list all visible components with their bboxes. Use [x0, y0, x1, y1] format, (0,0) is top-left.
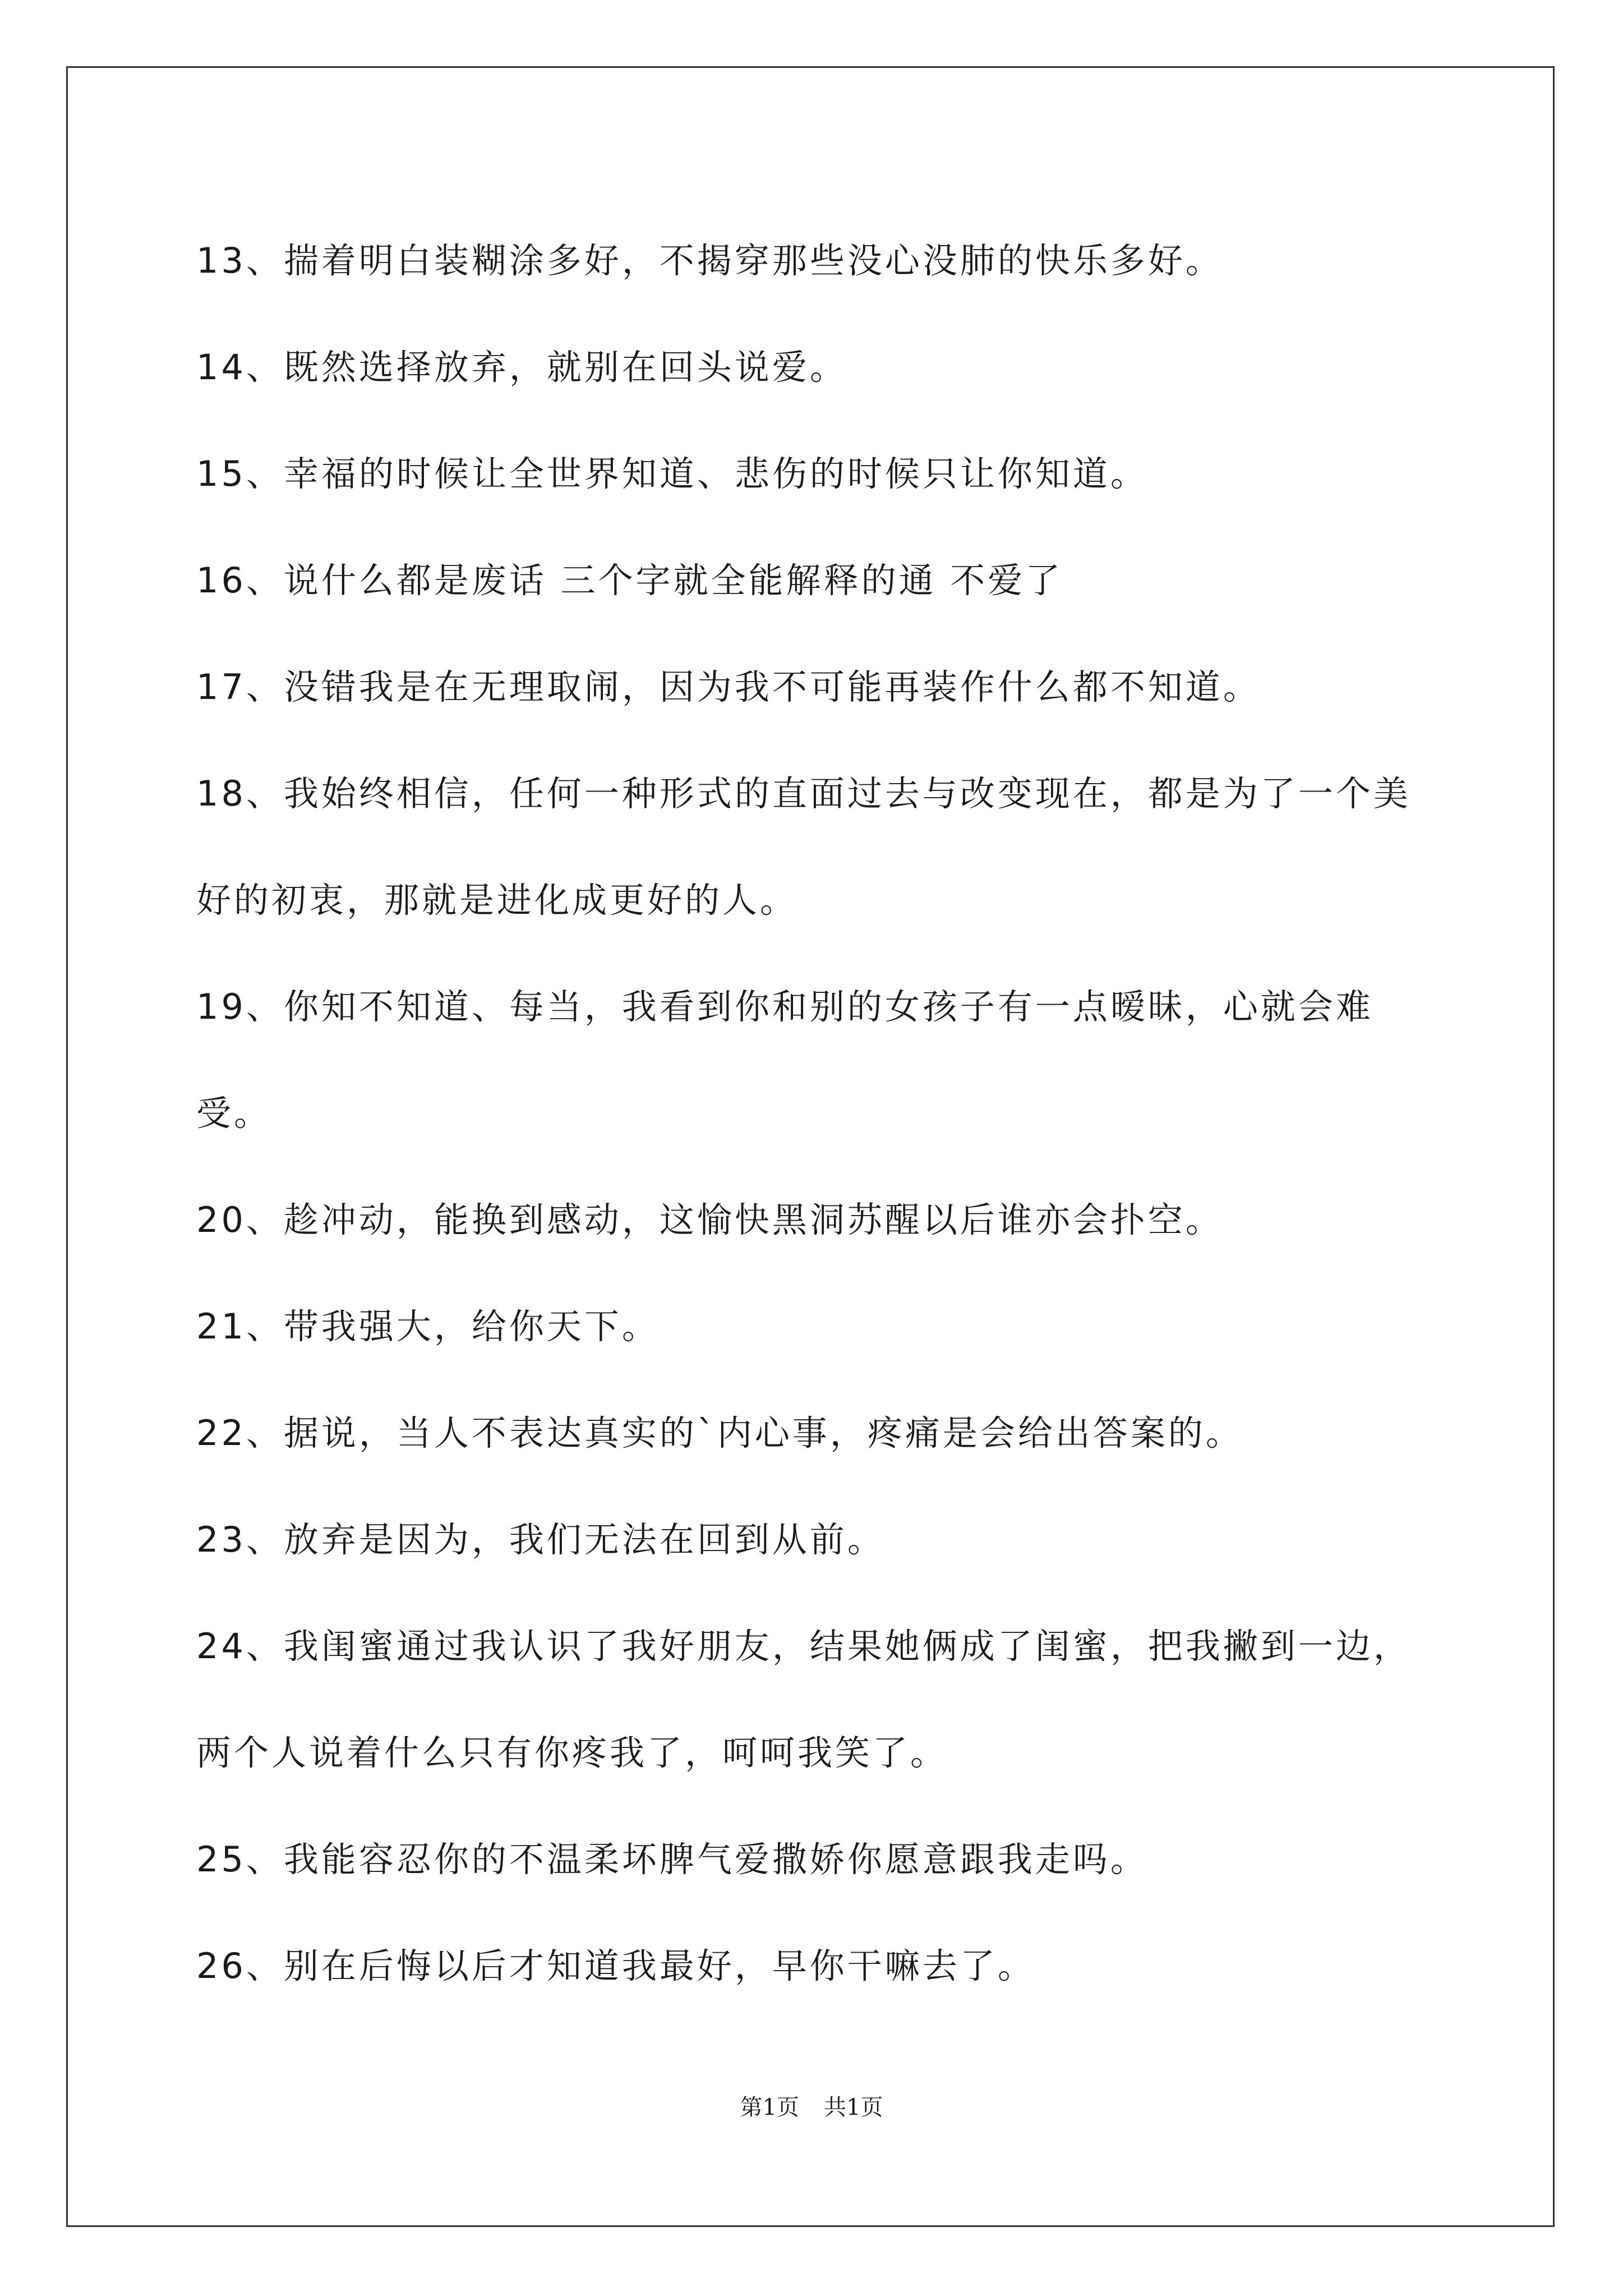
quote-item: 19、你知不知道、每当，我看到你和别的女孩子有一点暧昧，心就会难受。 — [196, 986, 1373, 1134]
quote-item: 25、我能容忍你的不温柔坏脾气爱撒娇你愿意跟我走吗。 — [196, 1839, 1148, 1880]
quote-item: 23、放弃是因为，我们无法在回到从前。 — [196, 1519, 885, 1560]
quote-item: 15、幸福的时候让全世界知道、悲伤的时候只让你知道。 — [196, 453, 1148, 494]
quote-item: 24、我闺蜜通过我认识了我好朋友，结果她俩成了闺蜜，把我撇到一边，两个人说着什么只有你疼我了，呵呵我笑了。 — [196, 1626, 1411, 1773]
page-number-current: 第1页 — [740, 2095, 799, 2120]
quote-item: 20、趁冲动，能换到感动，这愉快黑洞苏醒以后谁亦会扑空。 — [196, 1199, 1223, 1240]
quote-item: 17、没错我是在无理取闹，因为我不可能再装作什么都不知道。 — [196, 666, 1261, 707]
quote-item: 22、据说，当人不表达真实的`内心事，疼痛是会给出答案的。 — [196, 1412, 1243, 1453]
quote-item: 14、既然选择放弃，就别在回头说爱。 — [196, 347, 847, 388]
quote-item: 16、说什么都是废话 三个字就全能解释的通 不爱了 — [196, 560, 1063, 601]
quote-item: 26、别在后悔以后才知道我最好，早你干嘛去了。 — [196, 1945, 1035, 1986]
page-footer — [0, 2090, 1623, 2122]
quote-item: 21、带我强大，给你天下。 — [196, 1306, 660, 1347]
quote-item: 13、揣着明白装糊涂多好，不揭穿那些没心没肺的快乐多好。 — [196, 240, 1223, 281]
page-number-total: 共1页 — [824, 2095, 883, 2120]
quote-list — [196, 208, 1430, 2019]
quote-item: 18、我始终相信，任何一种形式的直面过去与改变现在，都是为了一个美好的初衷，那就是进化成更好的人。 — [196, 773, 1411, 921]
